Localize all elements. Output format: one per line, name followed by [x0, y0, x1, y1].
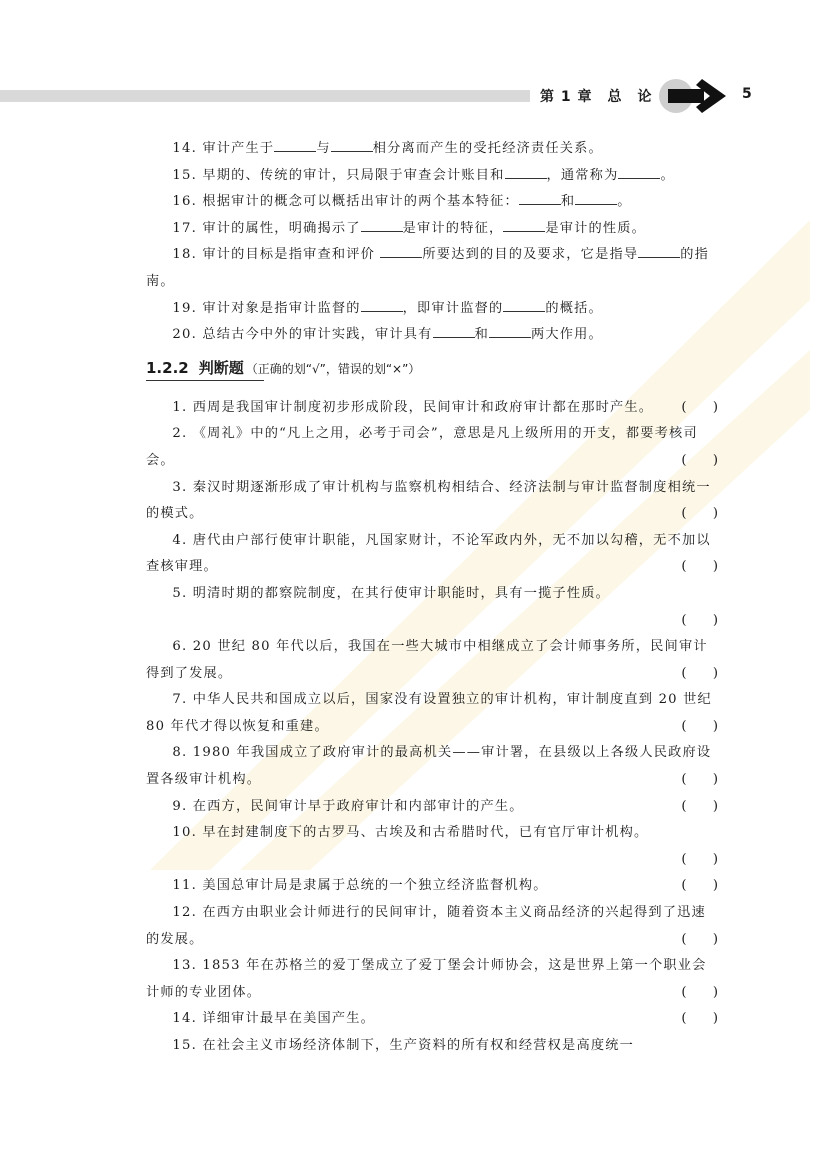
answer-bracket: ( ) [681, 772, 718, 788]
section-heading [146, 357, 718, 385]
chapter-heading: 第 1 章 总 论 [540, 89, 653, 105]
section-number: 1.2.2 [146, 358, 189, 377]
list-item: 13. 1853 年在苏格兰的爱丁堡成立了爱丁堡会计师协会，这是世界上第一个职业会计师的专业团体。 ( ) [146, 953, 718, 1006]
list-item: 7. 中华人民共和国成立以后，国家没有设置独立的审计机构，审计制度直到 20 世纪 80 年代才得以恢复和重建。 ( ) [146, 687, 718, 740]
answer-bracket: ( ) [681, 452, 718, 468]
answer-bracket: ( ) [681, 399, 718, 415]
answer-bracket: ( ) [681, 931, 718, 947]
section-underline [146, 380, 264, 381]
list-item: 14. 详细审计最早在美国产生。 ( ) [146, 1006, 718, 1033]
answer-bracket: ( ) [681, 984, 718, 1000]
list-item: 9. 在西方，民间审计早于政府审计和内部审计的产生。 ( ) [146, 794, 718, 821]
list-item: 10. 早在封建制度下的古罗马、古埃及和古希腊时代，已有官厅审计机构。 ( ) [146, 820, 718, 873]
list-item: 12. 在西方由职业会计师进行的民间审计，随着资本主义商品经济的兴起得到了迅速的发展。 ( ) [146, 900, 718, 953]
answer-bracket: ( ) [681, 718, 718, 734]
list-item: 4. 唐代由户部行使审计职能，凡国家财计，不论军政内外，无不加以勾稽，无不加以查核审理。 ( ) [146, 528, 718, 581]
answer-bracket: ( ) [681, 851, 718, 867]
list-item: 15. 在社会主义市场经济体制下，生产资料的所有权和经营权是高度统一 [172, 1038, 634, 1053]
list-item: 11. 美国总审计局是隶属于总统的一个独立经济监督机构。 ( ) [146, 873, 718, 900]
fill-item: 16. 根据审计的概念可以概括出审计的两个基本特征： 和 。 [146, 189, 718, 216]
fill-item: 14. 审计产生于 与 相分离而产生的受托经济责任关系。 [146, 136, 718, 163]
page-number: 5 [742, 86, 752, 102]
answer-bracket: ( ) [681, 1011, 718, 1027]
fill-item: 20. 总结古今中外的审计实践，审计具有 和 两大作用。 [146, 322, 718, 349]
list-item: 3. 秦汉时期逐渐形成了审计机构与监察机构相结合、经济法制与审计监督制度相统一的模式。 ( ) [146, 475, 718, 528]
fill-item: 15. 早期的、传统的审计，只局限于审查会计账目和 ，通常称为 。 [146, 163, 718, 190]
section-note: （正确的划“√”，错误的划“×”） [245, 361, 421, 376]
arrow-icon [658, 76, 728, 116]
answer-bracket: ( ) [681, 878, 718, 894]
answer-bracket: ( ) [681, 665, 718, 681]
fill-in-blank-list [146, 136, 718, 349]
answer-bracket: ( ) [681, 612, 718, 628]
fill-item: 18. 审计的目标是指审查和评价 所要达到的目的及要求，它是指导 的指南。 [146, 242, 718, 295]
header-rule [0, 90, 530, 102]
true-false-list [146, 395, 718, 1060]
section-title: 判断题 [198, 358, 244, 377]
answer-bracket: ( ) [681, 559, 718, 575]
list-item: 6. 20 世纪 80 年代以后，我国在一些大城市中相继成立了会计师事务所，民间审计得到了发展。 ( ) [146, 634, 718, 687]
list-item: 8. 1980 年我国成立了政府审计的最高机关——审计署，在县级以上各级人民政府设置各级审计机构。 ( ) [146, 740, 718, 793]
fill-item: 17. 审计的属性，明确揭示了 是审计的特征， 是审计的性质。 [146, 216, 718, 243]
list-item: 5. 明清时期的都察院制度，在其行使审计职能时，具有一揽子性质。 ( ) [146, 581, 718, 634]
answer-bracket: ( ) [681, 506, 718, 522]
fill-item: 19. 审计对象是指审计监督的 ，即审计监督的 的概括。 [146, 296, 718, 323]
list-item: 2. 《周礼》中的“凡上之用，必考于司会”，意思是凡上级所用的开支，都要考核司会。 ( ) [146, 421, 718, 474]
answer-bracket: ( ) [681, 798, 718, 814]
list-item: 1. 西周是我国审计制度初步形成阶段，民间审计和政府审计都在那时产生。 ( ) [146, 395, 718, 422]
page-content [146, 136, 718, 1060]
